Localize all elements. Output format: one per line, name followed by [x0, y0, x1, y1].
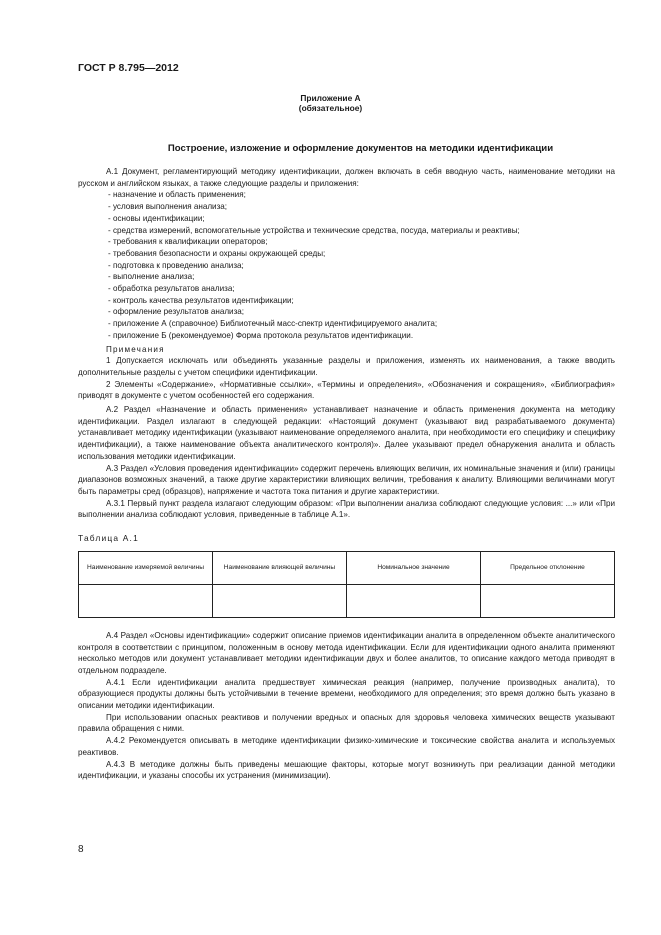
list-item: - условия выполнения анализа;	[108, 202, 228, 212]
paragraph-a1: А.1 Документ, регламентирующий методику идентификации, должен включать в себя вводную часть, наименование методики на русском и английском языках, а также следующие разделы и приложения:	[78, 167, 615, 188]
list-item: - контроль качества результатов идентификации;	[108, 295, 294, 305]
table-cell	[347, 584, 481, 617]
table-cell	[213, 584, 347, 617]
table-caption: Таблица А.1	[78, 533, 139, 544]
page-number: 8	[78, 844, 84, 855]
list-item: - выполнение анализа;	[108, 272, 195, 282]
list-item: - обработка результатов анализа;	[108, 284, 235, 294]
table-cell	[481, 584, 615, 617]
list-item: - требования безопасности и охраны окружающей среды;	[108, 248, 326, 258]
list-item: - оформление результатов анализа;	[108, 307, 245, 317]
standard-header: ГОСТ Р 8.795—2012	[78, 62, 179, 74]
paragraph-a4-2: А.4.2 Рекомендуется описывать в методике идентификации физико-химические и токсические свойства аналита и используемых реактивов.	[78, 736, 615, 757]
document-body	[78, 166, 615, 782]
appendix-title: Приложение А	[300, 93, 361, 103]
list-item: - требования к квалификации операторов;	[108, 237, 268, 247]
note-1: 1 Допускается исключать или объединять указанные разделы и приложения, изменять их наименования, а также вводить дополнительные разделы с учетом специфики идентификации.	[78, 356, 615, 377]
paragraph-a4: А.4 Раздел «Основы идентификации» содержит описание приемов идентификации аналита в определенном объекте аналитического контроля в соответствии с принципом, положенным в основу метода идентификации. Если для идентификации одного аналита применяют несколько методов или документ устанавливает методики идентификации двух и более аналитов, то описание каждого метода приводят в отдельном подразделе.	[78, 630, 615, 675]
list-item: - подготовка к проведению анализа;	[108, 260, 244, 270]
table-cell	[79, 584, 213, 617]
section-title: Построение, изложение и оформление документов на методики идентификации	[167, 143, 554, 154]
paragraph-a4-3: А.4.3 В методике должны быть приведены мешающие факторы, которые могут возникнуть при реализации данной методики идентификации, и указаны способы их устранения (минимизации).	[78, 759, 615, 781]
table-header-cell: Номинальное значение	[347, 551, 481, 584]
paragraph-a4-1: А.4.1 Если идентификации аналита предшествует химическая реакция (например, получение производных аналита), то образующиеся продукты должны быть устойчивыми в течение времени, необходимого для определения; это время должно быть указано в описании методики идентификации.	[78, 677, 615, 711]
table-header-cell: Наименование измеряемой величины	[79, 551, 213, 584]
note-2: 2 Элементы «Содержание», «Нормативные ссылки», «Термины и определения», «Обозначения и сокращения», «Библиография» приводят в документе с учетом особенностей его содержания.	[78, 379, 615, 401]
paragraph-a4-1-safety: При использовании опасных реактивов и получении вредных и опасных для здоровья человека химических веществ указывают правила обращения с ними.	[78, 712, 615, 734]
table-header-cell: Предельное отклонение	[481, 551, 615, 584]
list-item: - средства измерений, вспомогательные устройства и технические средства, посуда, материалы и реактивы;	[108, 225, 520, 235]
paragraph-a3-1: А.3.1 Первый пункт раздела излагают следующим образом: «При выполнении анализа соблюдают следующие условия: ...» или «При выполнении анализа соблюдают условия, приведенные в таблице А.1».	[78, 498, 615, 520]
table-row	[79, 584, 615, 617]
list-item: - основы идентификации;	[108, 213, 205, 223]
conditions-table	[78, 551, 615, 618]
appendix-subtitle: (обязательное)	[298, 103, 363, 113]
table-header-cell: Наименование влияющей величины	[213, 551, 347, 584]
list-item: - приложение А (справочное) Библиотечный масс-спектр идентифицируемого аналита;	[108, 319, 438, 329]
sections-list	[78, 189, 615, 341]
list-item: - приложение Б (рекомендуемое) Форма протокола результатов идентификации.	[108, 330, 414, 340]
table-header-row	[79, 551, 615, 584]
paragraph-a3: А.3 Раздел «Условия проведения идентификации» содержит перечень влияющих величин, их номинальные значения и (или) границы диапазонов возможных значений, а также другие характеристики влияющих величин, требования к аналиту. Влияющими величинами могут быть параметры сред (образцов), напряжение и частота тока питания и другие характеристики.	[78, 463, 615, 496]
notes-heading: Примечания	[106, 344, 165, 354]
paragraph-a2: А.2 Раздел «Назначение и область применения» устанавливает назначение и область применения документа на методику идентификации. Раздел излагают в следующей редакции: «Настоящий документ (указывают вид разрабатываемого документа) устанавливает методику идентификации (указывают наименование определяемого аналита, при необходимости его специфику и специфику идентификации), а также наименование объекта аналитического контроля)». Далее указывают предел обнаружения аналита и область использования методики идентификации.	[78, 405, 615, 461]
list-item: - назначение и область применения;	[108, 190, 246, 200]
